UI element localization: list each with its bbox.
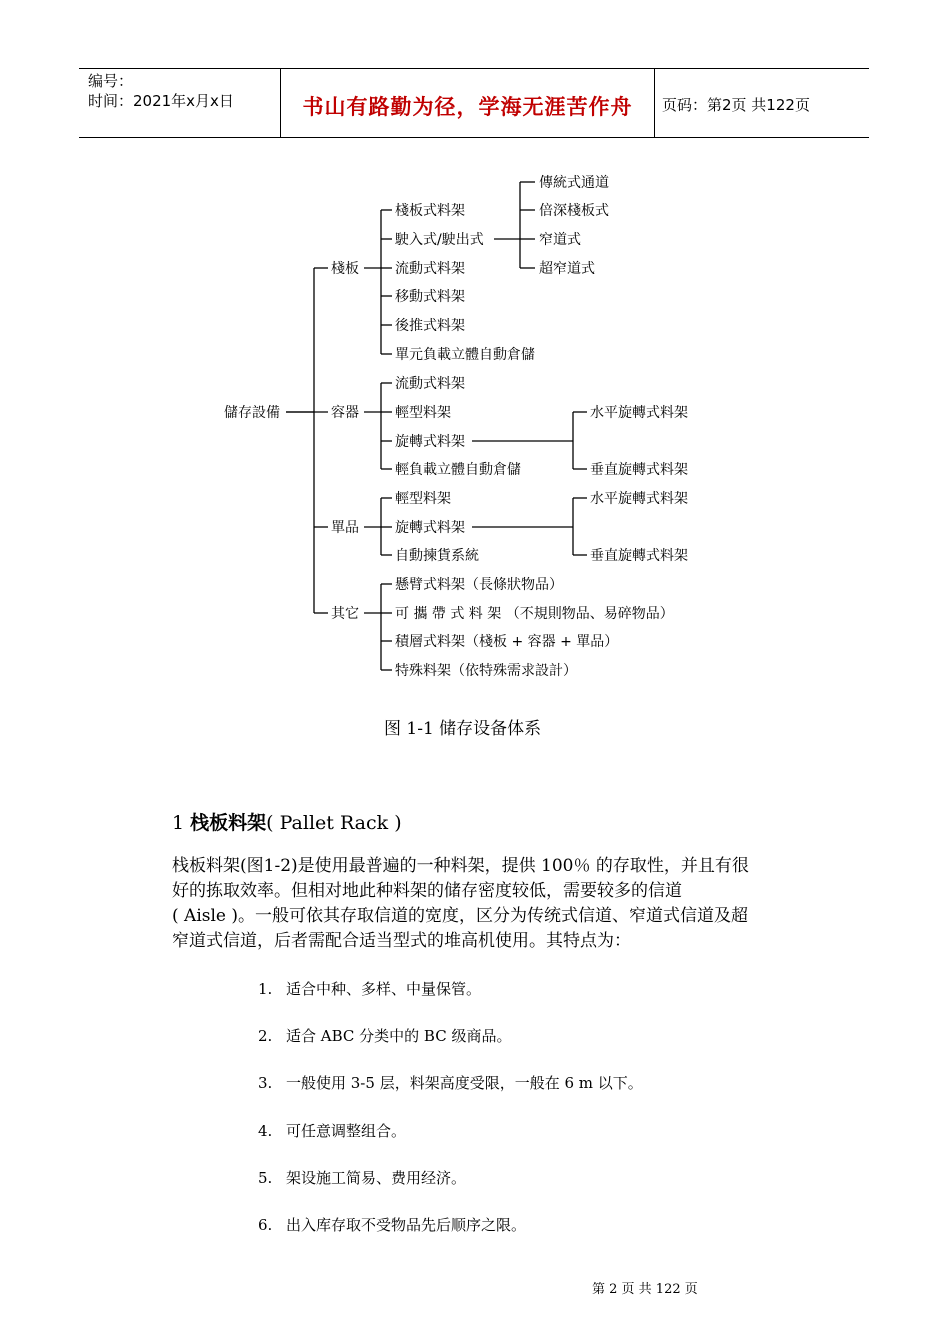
section-heading	[172, 808, 402, 835]
other-item: 積層式料架（棧板 + 容器 + 單品）	[395, 634, 619, 650]
other-item: 可 攜 帶 式 料 架 （不規則物品、易碎物品）	[395, 606, 674, 622]
time-label: 时间：2021年x月x日	[88, 92, 234, 110]
pallet-item: 單元負載立體自動倉儲	[395, 347, 535, 363]
group-container: 容器	[331, 405, 359, 421]
paragraph-line: 好的拣取效率。但相对地此种料架的储存密度较低，需要较多的信道	[172, 881, 682, 901]
container-item: 旋轉式料架	[395, 434, 465, 450]
section-title-cn: 栈板料架	[190, 812, 267, 834]
list-text: 适合中种、多样、中量保管。	[286, 980, 482, 998]
diagram-root: 儲存設備	[224, 405, 280, 421]
pallet-item: 移動式料架	[395, 289, 465, 305]
other-item: 懸臂式料架（長條狀物品）	[395, 577, 563, 593]
pallet-item: 駛入式/駛出式	[395, 232, 484, 248]
list-item	[258, 978, 481, 999]
list-text: 可任意调整组合。	[286, 1122, 407, 1140]
single-sub-item: 垂直旋轉式料架	[590, 548, 688, 564]
pallet-item: 後推式料架	[395, 318, 465, 334]
list-text: 架设施工简易、费用经济。	[286, 1169, 467, 1187]
list-number: 6.	[258, 1216, 273, 1234]
list-item	[258, 1025, 511, 1046]
list-item	[258, 1214, 526, 1235]
group-pallet: 棧板	[331, 261, 359, 277]
motto: 书山有路勤为径，学海无涯苦作舟	[302, 95, 633, 119]
page-footer: 第 2 页 共 122 页	[592, 1282, 698, 1297]
container-sub-item: 垂直旋轉式料架	[590, 462, 688, 478]
pallet-item: 棧板式料架	[395, 203, 465, 219]
list-number: 1.	[258, 980, 273, 998]
page-code: 页码：第2页 共122页	[662, 96, 810, 114]
paragraph-line: ( Aisle )。一般可依其存取信道的宽度，区分为传统式信道、窄道式信道及超	[172, 906, 749, 926]
pallet-sub-item: 倍深棧板式	[539, 203, 609, 219]
other-item: 特殊料架（依特殊需求設計）	[395, 663, 577, 679]
list-number: 5.	[258, 1169, 273, 1187]
body-paragraph	[172, 854, 842, 954]
list-text: 一般使用 3-5 层，料架高度受限，一般在 6 m 以下。	[286, 1074, 643, 1092]
pallet-sub-item: 超窄道式	[539, 261, 595, 277]
list-text: 出入库存取不受物品先后顺序之限。	[286, 1216, 527, 1234]
list-item	[258, 1072, 643, 1093]
container-sub-item: 水平旋轉式料架	[590, 405, 688, 421]
group-other: 其它	[331, 606, 359, 622]
section-number: 1	[172, 812, 185, 834]
single-item: 自動揀貨系統	[395, 548, 479, 564]
pallet-sub-item: 傳統式通道	[539, 175, 609, 191]
list-number: 4.	[258, 1122, 273, 1140]
container-item: 輕型料架	[395, 405, 451, 421]
list-number: 2.	[258, 1027, 273, 1045]
pallet-item: 流動式料架	[395, 261, 465, 277]
list-number: 3.	[258, 1074, 273, 1092]
list-item	[258, 1120, 406, 1141]
single-sub-item: 水平旋轉式料架	[590, 491, 688, 507]
list-text: 适合 ABC 分类中的 BC 级商品。	[286, 1027, 512, 1045]
container-item: 輕負載立體自動倉儲	[395, 462, 521, 478]
paragraph-line: 窄道式信道，后者需配合适当型式的堆高机使用。其特点为：	[172, 931, 631, 951]
figure-caption: 图 1-1 储存设备体系	[384, 719, 542, 739]
paragraph-line: 栈板料架(图1-2)是使用最普遍的一种料架，提供 100％ 的存取性，并且有很	[172, 856, 749, 876]
section-title-en: ( Pallet Rack )	[266, 812, 402, 834]
single-item: 輕型料架	[395, 491, 451, 507]
container-item: 流動式料架	[395, 376, 465, 392]
list-item	[258, 1167, 466, 1188]
group-single: 單品	[331, 520, 359, 536]
single-item: 旋轉式料架	[395, 520, 465, 536]
pallet-sub-item: 窄道式	[539, 232, 581, 248]
number-label: 编号：	[88, 72, 134, 90]
